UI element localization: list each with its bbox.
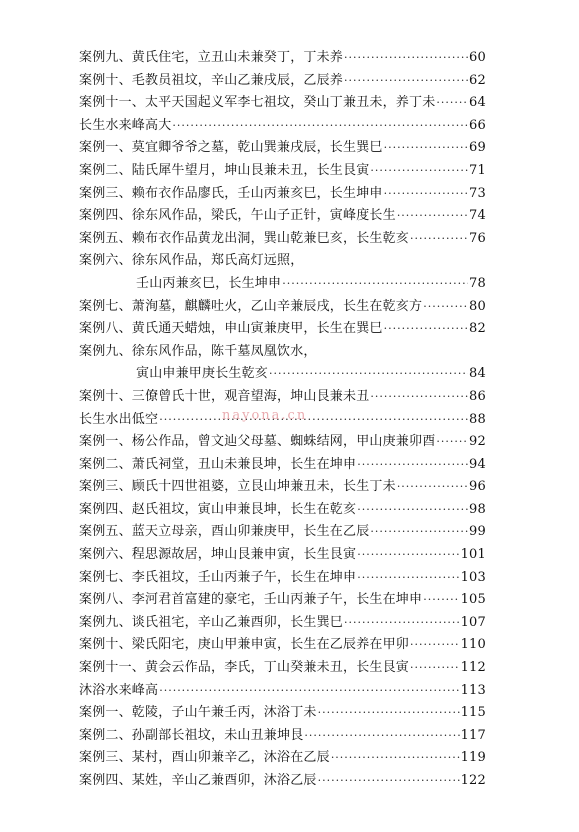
dot-leader [304,729,459,742]
toc-entry-title: 案例二、孙副部长祖坟，未山丑兼坤艮 [79,727,304,743]
toc-entry-page-number: 64 [469,95,486,111]
toc-entry-page-number: 99 [469,524,486,540]
dot-leader [423,593,459,606]
dot-leader [357,548,459,561]
dot-leader [436,435,468,448]
toc-entry-page-number: 80 [469,298,486,314]
toc-entry [79,453,486,476]
dot-leader [370,525,468,538]
dot-leader [357,458,468,471]
toc-entry-page-number: 84 [469,366,486,382]
toc-entry-page-number: 98 [469,501,486,517]
toc-entry-page-number: 66 [469,117,486,133]
toc-entry-title: 案例四、某姓，辛山乙兼酉卯，沐浴乙辰 [79,773,317,788]
toc-entry [79,362,486,385]
toc-entry-title: 案例九、谈氏祖宅，辛山乙兼酉卯，长生巽巳 [79,614,344,630]
dot-leader [410,638,460,651]
dot-leader [397,480,468,493]
dot-leader [357,571,459,584]
toc-entry-page-number: 76 [469,230,486,246]
toc-entry-page-number: 105 [460,592,486,608]
toc-entry-title: 壬山丙兼亥巳，长生坤申 [136,275,282,291]
toc-entry-title: 长生水出低空 [79,411,159,427]
toc-entry [79,769,486,792]
toc-entry-title: 寅山申兼甲庚长生乾亥 [136,366,269,382]
toc-entry-page-number: 122 [460,773,486,788]
toc-entry-page-number: 119 [460,750,486,766]
dot-leader [410,232,468,245]
toc-entry [79,656,486,679]
dot-leader [159,684,459,697]
dot-leader [397,209,468,222]
toc-entry [79,633,486,656]
toc-entry-title: 案例十、梁氏阳宅，庚山甲兼申寅，长生在乙辰养在甲卯 [79,637,410,653]
toc-entry [79,136,486,159]
watermark-text: nayona.cn [222,408,308,423]
toc-entry [79,611,486,634]
toc-entry [79,588,486,611]
toc-entry [79,249,486,272]
toc-entry-title: 案例十、毛教员祖坟，辛山乙兼戌辰，乙辰养 [79,72,344,88]
toc-entry [79,498,486,521]
dot-leader [269,367,468,380]
toc-entry [79,69,486,92]
dot-leader [318,774,460,787]
toc-entry-title: 案例八、黄氏通天蜡烛，申山寅兼庚甲，长生在巽巳 [79,321,383,337]
toc-entry-page-number: 74 [469,208,486,224]
toc-entry [79,520,486,543]
toc-entry-title: 案例三、赖布衣作品廖氏，壬山丙兼亥巳，长生坤申 [79,185,383,201]
dot-leader [357,503,468,516]
toc-entry-title: 案例六、徐东风作品，郑氏高灯远照， [79,253,304,269]
dot-leader [331,751,460,764]
toc-entry [79,543,486,566]
toc-entry-title: 案例八、李河君首富建的豪宅，壬山丙兼子午，长生在坤申 [79,592,423,608]
dot-leader [410,661,460,674]
toc-entry-page-number: 94 [469,456,486,472]
toc-entry [79,91,486,114]
toc-entry-page-number: 78 [469,275,486,291]
toc-entry-page-number: 96 [469,479,486,495]
toc-entry-title: 案例四、赵氏祖坟，寅山申兼艮坤，长生在乾亥 [79,501,357,517]
dot-leader [384,187,468,200]
toc-entry [79,679,486,702]
toc-entry [79,701,486,724]
toc-entry-page-number: 115 [460,705,486,721]
toc-entry-page-number: 60 [469,50,486,65]
toc-entry-title: 案例七、萧洵墓，麒麟吐火，乙山辛兼辰戌，长生在乾亥方 [79,298,423,314]
toc-entry-title: 案例五、赖布衣作品黄龙出洞，巽山乾兼巳亥，长生乾亥 [79,230,410,246]
toc-entry-page-number: 62 [469,72,486,88]
toc-entry-title: 案例九、徐东风作品，陈千墓凤凰饮水， [79,343,317,359]
dot-leader [384,322,468,335]
dot-leader [282,277,468,290]
toc-entry [79,746,486,769]
toc-entry [79,430,486,453]
toc-entry-title: 沐浴水来峰高 [79,682,159,698]
toc-entry-page-number: 88 [469,411,486,427]
toc-entry [79,182,486,205]
toc-entry-page-number: 73 [469,185,486,201]
dot-leader [344,74,468,87]
toc-entry-title: 案例四、徐东风作品，梁氏，午山子正针，寅峰度长生 [79,208,396,224]
toc-entry [79,227,486,250]
toc-entry-page-number: 107 [460,614,486,630]
toc-entry-title: 案例十一、黄会云作品，李氏，丁山癸兼未丑，长生艮寅 [79,660,410,676]
toc-entry-page-number: 69 [469,140,486,156]
dot-leader [370,390,468,403]
toc-entry-title: 案例一、乾陵，子山午兼壬丙，沐浴丁未 [79,705,317,721]
toc-entry-title: 案例一、杨公作品，曾文辿父母墓、蜘蛛结网，甲山庚兼卯酉 [79,434,436,450]
toc-entry-title: 案例十、三僚曾氏十世，观音望海，坤山艮兼未丑 [79,388,370,404]
dot-leader [370,164,468,177]
toc-entry [79,317,486,340]
toc-entry-page-number: 117 [460,727,486,743]
toc-entry-title: 案例九、黄氏住宅，立丑山未兼癸丁，丁未养 [79,50,344,65]
toc-entry-page-number: 82 [469,321,486,337]
toc-entry [79,159,486,182]
toc-entry-page-number: 110 [460,637,486,653]
toc-entry [79,272,486,295]
dot-leader [423,300,468,313]
dot-leader [159,413,468,426]
toc-entry-page-number: 103 [460,569,486,585]
dot-leader [318,706,460,719]
dot-leader [344,616,460,629]
toc-entry-page-number: 113 [460,682,486,698]
toc-entry [79,46,486,69]
dot-leader [436,96,468,109]
toc-entry [79,566,486,589]
toc-entry-title: 案例二、萧氏祠堂，丑山未兼艮坤，长生在坤申 [79,456,357,472]
toc-entry-title: 案例二、陆氏犀牛望月，坤山艮兼未丑，长生艮寅 [79,162,370,178]
toc-entry-title: 案例十一、太平天国起义军李七祖坟，癸山丁兼丑未，养丁未 [79,95,436,111]
toc-entry [79,475,486,498]
toc-entry-title: 案例六、程思源故居，坤山艮兼申寅，长生艮寅 [79,547,357,563]
dot-leader [172,119,468,132]
toc-entry-title: 案例五、蓝天立母亲，酉山卯兼庚甲，长生在乙辰 [79,524,370,540]
dot-leader [384,141,468,154]
toc-entry [79,385,486,408]
toc-entry-page-number: 71 [469,162,486,178]
toc-entry-page-number: 101 [460,547,486,563]
toc-entry [79,295,486,318]
toc-entry [79,340,486,363]
toc-entry-title: 案例三、某村，酉山卯兼辛乙，沐浴在乙辰 [79,750,330,766]
toc-entry [79,724,486,747]
toc-entry-page-number: 92 [469,434,486,450]
toc-entry-title: 案例三、顾氏十四世祖婆，立艮山坤兼丑未，长生丁未 [79,479,396,495]
toc-entry-page-number: 112 [460,660,486,676]
toc-entry [79,114,486,137]
toc-entry-title: 案例七、李氏祖坟，壬山丙兼子午，长生在坤申 [79,569,357,585]
dot-leader [344,51,468,64]
toc-entry-title: 长生水来峰高大 [79,117,172,133]
toc-entry-title: 案例一、莫宜卿爷爷之墓，乾山巽兼戌辰，长生巽巳 [79,140,383,156]
toc-entry [79,204,486,227]
toc-entry-page-number: 86 [469,388,486,404]
